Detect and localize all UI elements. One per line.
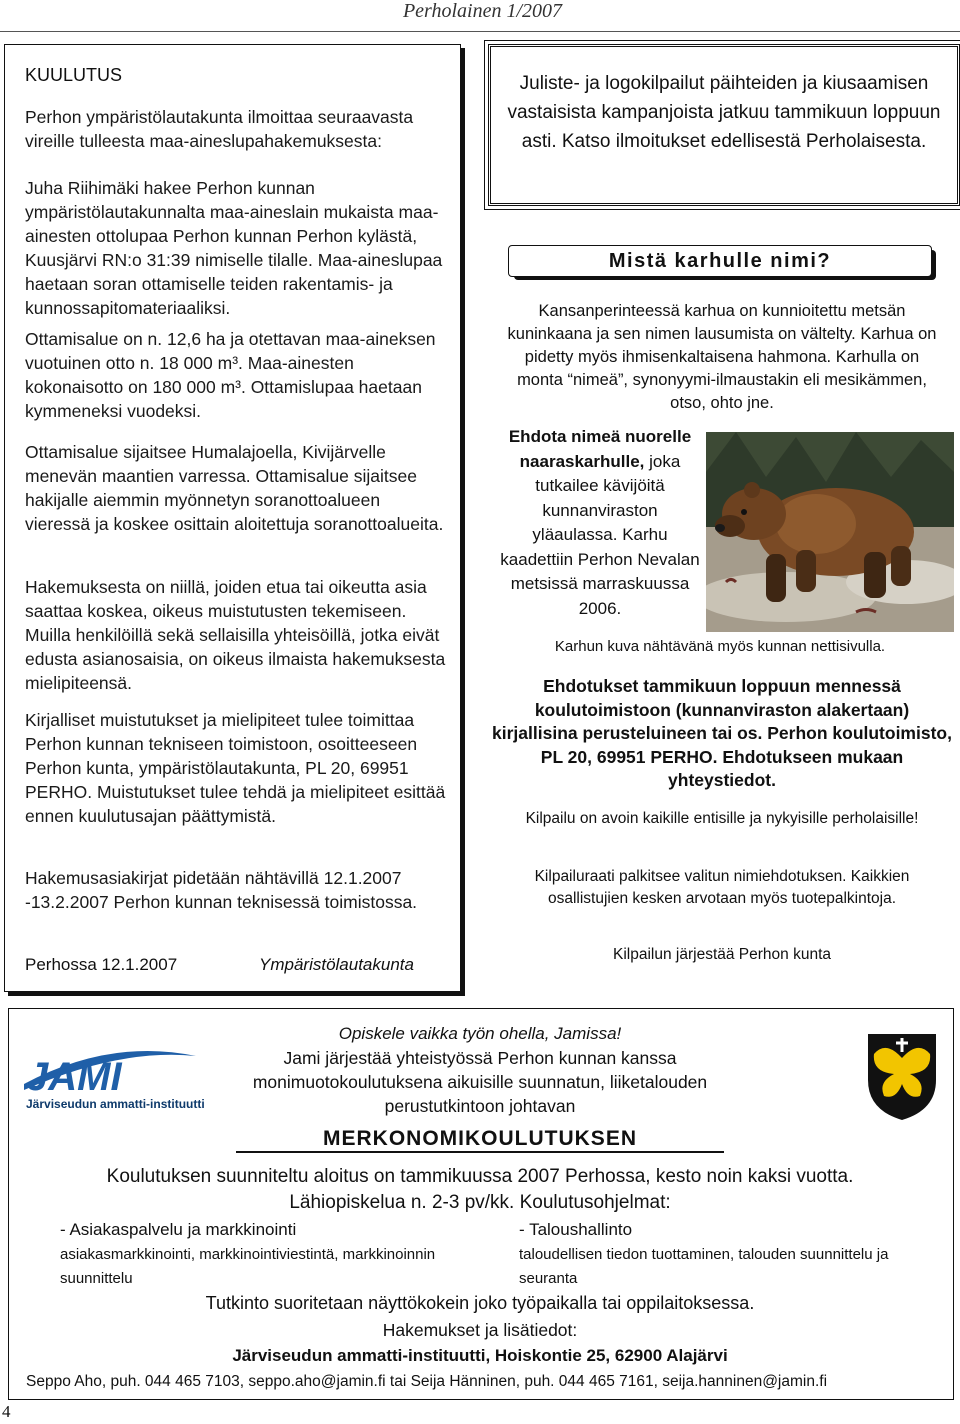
education-ad-contact-heading: Hakemukset ja lisätiedot: <box>382 1320 578 1340</box>
program-finance-detail: taloudellisen tiedon tuottaminen, talouden suunnittelu ja seuranta <box>519 1246 889 1287</box>
jami-logo-subtext: Järviseudun ammatti-instituutti <box>26 1097 205 1111</box>
bear-contest-jury: Kilpailuraati palkitsee valitun nimiehdotuksen. Kaikkien osallistujien kesken arvotaan myös tuotepalkintoja. <box>534 868 910 907</box>
page-number: 4 <box>2 1402 11 1421</box>
education-ad-schedule: Koulutuksen suunniteltu aloitus on tammikuussa 2007 Perhossa, kesto noin kaksi vuotta. <box>106 1166 854 1187</box>
bear-contest-instructions: Ehdotukset tammikuun loppuun mennessä koulutoimistoon (kunnanviraston alakertaan) kirjallisina perusteluineen tai os. Perhon koulutoimisto, PL 20, 69951 PERHO. Ehdotukseen mukaan yhteystiedot. <box>492 676 952 790</box>
education-ad-contacts: Seppo Aho, puh. 044 465 7103, seppo.aho@jamin.fi tai Seija Hänninen, puh. 044 465 7161, seija.hanninen@jamin.fi <box>26 1373 828 1390</box>
announcement-paragraph: Hakemuksesta on niillä, joiden etua tai oikeutta asia saattaa koskea, oikeus muistutusten tekemiseen. Muilla henkilöillä sekä sellaisilla yhteisöillä, jotka eivät edusta asianosaisia, on oikeus ilmaista hakemuksesta mielipiteensä. <box>25 577 446 693</box>
announcement-paragraph: Kirjalliset muistutukset ja mielipiteet tulee toimittaa Perhon kunnan tekniseen toimistoon, osoitteeseen Perhon kunta, ympäristölautakunta, PL 20, 69951 PERHO. Muistutukset tulee tehdä ja mielipiteet esittää ennen kuulutusajan päättymistä. <box>25 710 446 826</box>
announcement-paragraph: Ottamisalue sijaitsee Humalajoella, Kivijärvelle menevän maantien varressa. Ottamisalue sijaitsee hakijalle aiemmin myönnetyn soranottoalueen vieressä ja koskee osittain aloitettuja soranottoalueita. <box>25 442 444 534</box>
bear-contest-intro: Kansanperinteessä karhua on kunnioitettu metsän kuninkaana ja sen nimen lausumista on vältelty. Karhua on pidetty myös ihmisenkaltaisena hahmona. Karhulla on monta “nimeä”, synonyymi-ilmaustakin eli mesikämmen, otso, ohto jne. <box>507 302 937 412</box>
publication-title: Perholainen 1/2007 <box>402 0 562 22</box>
education-ad-intro: Jami järjestää yhteistyössä Perhon kunnan kanssa monimuotokoulutuksena aikuisille suunnatun, liiketalouden perustutkintoon johtavan <box>252 1048 708 1116</box>
education-ad-degree: Tutkinto suoritetaan näyttökokein joko työpaikalla tai oppilaitoksessa. <box>205 1293 755 1313</box>
jami-logo-text: JAMI <box>26 1055 122 1099</box>
bear-contest-organizer: Kilpailun järjestää Perhon kunta <box>613 946 831 963</box>
announcement-box <box>4 44 461 992</box>
program-finance-title: - Taloushallinto <box>519 1220 633 1239</box>
bear-suggestion-rest: joka tutkailee kävijöitä kunnanviraston yläaulassa. Karhu kaadettiin Perhon Nevalan metsissä marraskuussa 2006. <box>500 451 700 618</box>
contest-notice-box <box>488 44 960 206</box>
education-ad-title-rule <box>236 1151 724 1153</box>
bear-suggestion-text <box>500 425 700 621</box>
bear-contest-banner <box>508 245 938 279</box>
announcement-date: Perhossa 12.1.2007 <box>25 955 178 974</box>
bear-contest-title: Mistä karhulle nimi? <box>608 250 832 272</box>
announcement-paragraph: Ottamisalue on n. 12,6 ha ja otettavan maa-aineksen vuotuinen otto n. 18 000 m³. Maa-ainesten kokonaisotto on 180 000 m³. Ottamislupaa haetaan kymmeneksi vuodeksi. <box>25 329 436 421</box>
header-rule <box>0 31 960 32</box>
program-marketing-title: - Asiakaspalvelu ja markkinointi <box>60 1220 297 1239</box>
announcement-paragraph: Juha Riihimäki hakee Perhon kunnan ympäristölautakunnalta maa-aineslain mukaista maa-ainesten ottolupaa Perhon kunnan Perhon kylästä, Kuusjärvi RN:o 31:39 nimiselle tilalle. Maa-aineslupaa haetaan soran ottamiselle teiden rakentamis- ja kunnossapitomateriaaliksi. <box>25 178 443 318</box>
bear-photo <box>706 432 954 632</box>
program-marketing-detail: asiakasmarkkinointi, markkinointiviestintä, markkinoinnin suunnittelu <box>60 1246 436 1287</box>
announcement-paragraph: Perhon ympäristölautakunta ilmoittaa seuraavasta vireille tulleesta maa-aineslupahakemuksesta: <box>25 107 414 151</box>
banner-face <box>508 245 932 277</box>
announcement-paragraph: Hakemusasiakirjat pidetään nähtävillä 12.1.2007 -13.2.2007 Perhon kunnan teknisessä toimistossa. <box>25 868 418 912</box>
education-ad-programs-heading: Lähiopiskelua n. 2-3 pv/kk. Koulutusohjelmat: <box>289 1192 671 1213</box>
announcement-signature: Ympäristölautakunta <box>259 955 414 974</box>
contest-notice-text: Juliste- ja logokilpailut päihteiden ja kiusaamisen vastaisista kampanjoista jatkuu tammikuun loppuun asti. Katso ilmoitukset edellisestä Perholaisesta. <box>507 73 941 152</box>
bear-photo-caption: Karhun kuva nähtävänä myös kunnan nettisivulla. <box>554 638 886 655</box>
bear-suggestion-bold: Ehdota nimeä nuorelle naaraskarhulle, <box>508 427 692 471</box>
announcement-heading: KUULUTUS <box>25 65 123 85</box>
education-ad-slogan: Opiskele vaikka työn ohella, Jamissa! <box>338 1024 622 1043</box>
education-ad-title: MERKONOMIKOULUTUKSEN <box>323 1127 637 1150</box>
education-ad-address: Järviseudun ammatti-instituutti, Hoiskontie 25, 62900 Alajärvi <box>232 1346 728 1365</box>
bear-contest-open-to: Kilpailu on avoin kaikille entisille ja nykyisille perholaisille! <box>525 810 919 827</box>
